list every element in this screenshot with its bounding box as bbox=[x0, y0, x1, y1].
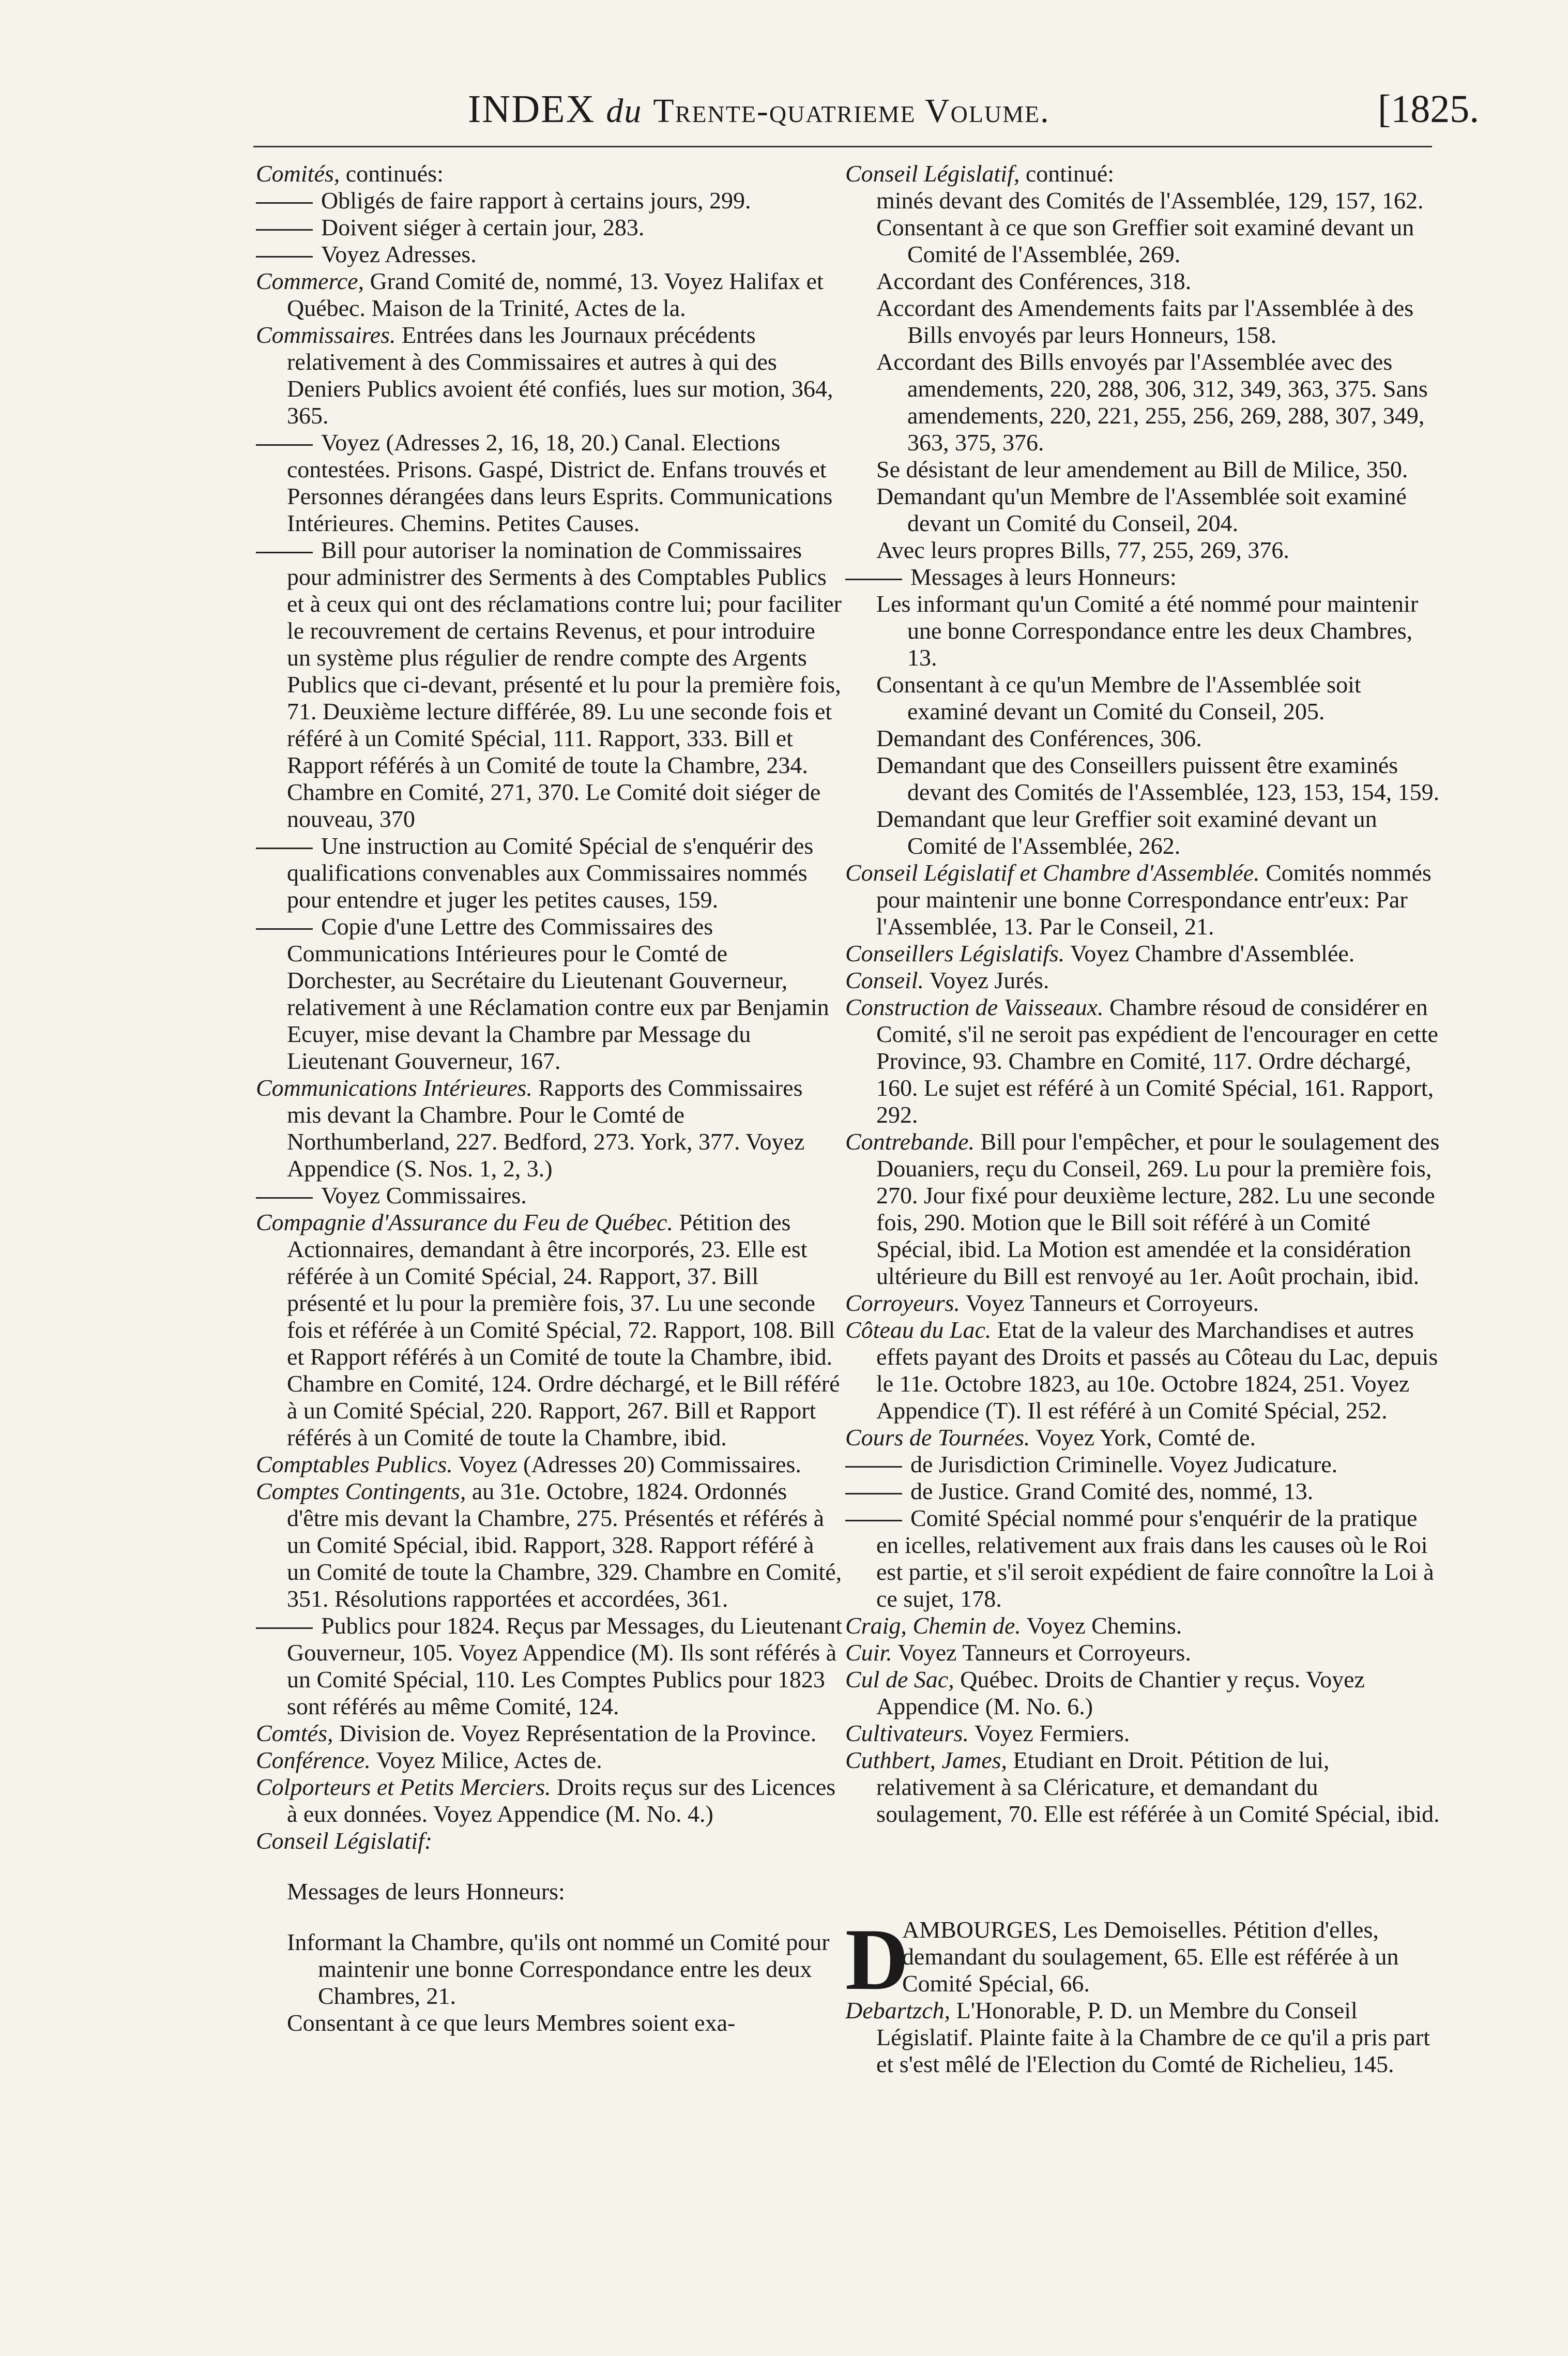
index-entry bbox=[256, 268, 843, 322]
index-subentry bbox=[845, 268, 1442, 295]
entry-heading: Conseil Législatif: bbox=[256, 1828, 433, 1854]
index-subentry bbox=[845, 295, 1442, 349]
entry-heading: Debartzch, bbox=[845, 1997, 951, 2023]
index-entry bbox=[256, 1451, 843, 1478]
index-subentry bbox=[256, 2010, 843, 2036]
index-subentry bbox=[845, 591, 1442, 671]
index-entry bbox=[845, 1720, 1442, 1747]
entry-heading: Conseil Législatif, bbox=[845, 160, 1020, 187]
entry-text: Entrées dans les Journaux précédents relativement à des Commissaires et autres à qui des Deniers Publics avoient été confiés, lues sur motion, 364, 365. bbox=[287, 322, 833, 429]
index-continuation-entry bbox=[845, 1478, 1442, 1505]
ditto-dash bbox=[256, 202, 313, 204]
index-continuation-entry bbox=[256, 537, 843, 833]
entry-text: Rapports des Commissaires mis devant la Chambre. Pour le Comté de Northumberland, 227. Bedford, 273. York, 377. Voyez Appendice (S. Nos. 1, 2, 3.) bbox=[287, 1075, 805, 1182]
index-subentry bbox=[845, 537, 1442, 564]
index-continuation-entry bbox=[256, 214, 843, 241]
index-subentry bbox=[256, 1929, 843, 2010]
entry-heading: Contrebande. bbox=[845, 1128, 975, 1155]
subentry-text: Accordant des Conférences, 318. bbox=[876, 268, 1192, 294]
ditto-dash bbox=[845, 1493, 902, 1494]
entry-text: Voyez (Adresses 2, 16, 18, 20.) Canal. Elections contestées. Prisons. Gaspé, District de. Enfans trouvés et Personnes dérangées dans leurs Esprits. Communications Intérieures. Chemins. Petites Causes. bbox=[287, 429, 833, 536]
entry-heading: Commerce, bbox=[256, 268, 364, 294]
title-du: du bbox=[606, 92, 643, 130]
subentry-text: minés devant des Comités de l'Assemblée, 129, 157, 162. bbox=[876, 187, 1424, 214]
entry-text: Voyez Fermiers. bbox=[968, 1720, 1130, 1746]
index-entry bbox=[845, 940, 1442, 967]
index-entry bbox=[845, 1639, 1442, 1666]
index-subheading bbox=[256, 1878, 843, 1905]
subentry-text: Demandant que leur Greffier soit examiné devant un Comité de l'Assemblée, 262. bbox=[876, 806, 1377, 859]
index-subentry bbox=[845, 725, 1442, 752]
drop-cap-letter: D bbox=[845, 1911, 909, 2008]
section-spacer bbox=[845, 1851, 1442, 1893]
index-continuation-entry bbox=[256, 833, 843, 913]
index-entry bbox=[845, 1612, 1442, 1639]
index-subentry bbox=[845, 671, 1442, 725]
right-column bbox=[845, 160, 1442, 2078]
entry-text: Voyez Chemins. bbox=[1021, 1612, 1182, 1639]
entry-text: continué: bbox=[1019, 160, 1115, 187]
entry-heading: AMBOURGES, bbox=[902, 1916, 1058, 1943]
entry-text: Messages à leurs Honneurs: bbox=[910, 564, 1177, 590]
title-volume: Trente-quatrieme Volume. bbox=[653, 92, 1050, 130]
entry-text: Québec. Droits de Chantier y reçus. Voyez Appendice (M. No. 6.) bbox=[876, 1666, 1365, 1719]
index-subentry bbox=[845, 349, 1442, 456]
entry-text: Voyez Adresses. bbox=[321, 241, 477, 267]
subentry-text: Les informant qu'un Comité a été nommé pour maintenir une bonne Correspondance entre les deux Chambres, 13. bbox=[876, 591, 1419, 671]
index-entry bbox=[845, 1128, 1442, 1290]
entry-text: Doivent siéger à certain jour, 283. bbox=[321, 214, 645, 240]
entry-text: Voyez York, Comté de. bbox=[1030, 1424, 1256, 1451]
ditto-dash bbox=[256, 229, 313, 231]
entry-text: Chambre résoud de considérer en Comité, s'il ne seroit pas expédient de l'encourager en cette Province, 93. Chambre en Comité, 117. Ordre déchargé, 160. Le sujet est référé à un Comité Spécial, 161. Rapport, 292. bbox=[876, 994, 1438, 1128]
subentry-text: Demandant qu'un Membre de l'Assemblée soit examiné devant un Comité du Conseil, 204. bbox=[876, 483, 1407, 536]
index-continuation-entry bbox=[256, 241, 843, 268]
index-entry bbox=[256, 1720, 843, 1747]
subentry-text: Consentant à ce que leurs Membres soient exa- bbox=[287, 2010, 736, 2036]
title-index: INDEX bbox=[468, 87, 596, 131]
entry-heading: Conseillers Législatifs. bbox=[845, 940, 1065, 966]
header-rule bbox=[253, 146, 1432, 147]
page-year: [1825. bbox=[1378, 87, 1480, 131]
entry-heading: Côteau du Lac. bbox=[845, 1317, 992, 1343]
entry-text: Bill pour autoriser la nomination de Commissaires pour administrer des Serments à des Comptables Publics et à ceux qui ont des réclamations contre lui; pour faciliter le recouvrement de certains Revenus, et pour introduire un système plus régulier de rendre compte des Argents Publics que ci-devant, présenté et lu pour la première fois, 71. Deuxième lecture différée, 89. Lu une seconde fois et référé à un Comité Spécial, 111. Rapport, 333. Bill et Rapport référés à un Comité de toute la Chambre, 234. Chambre en Comité, 271, 370. Le Comité doit siéger de nouveau, 370 bbox=[287, 537, 842, 832]
ditto-dash bbox=[845, 1520, 902, 1521]
entry-text: Comité Spécial nommé pour s'enquérir de la pratique en icelles, relativement aux frais dans les causes où le Roi est partie, et s'il seroit expédient de faire connoître la Loi à ce sujet, 178. bbox=[876, 1505, 1434, 1612]
entry-heading: Conférence. bbox=[256, 1747, 371, 1773]
entry-heading: Cul de Sac, bbox=[845, 1666, 954, 1693]
entry-text: Voyez Jurés. bbox=[924, 967, 1049, 993]
entry-text: Etat de la valeur des Marchandises et autres effets payant des Droits et passés au Côteau du Lac, depuis le 11e. Octobre 1823, au 10e. Octobre 1824, 251. Voyez Appendice (T). Il est référé à un Comité Spécial, 252. bbox=[876, 1317, 1438, 1424]
index-continuation-entry bbox=[845, 1451, 1442, 1478]
entry-text: Publics pour 1824. Reçus par Messages, du Lieutenant Gouverneur, 105. Voyez Appendice (M). Ils sont référés à un Comité Spécial, 110. Les Comptes Publics pour 1823 sont référés au même Comité, 124. bbox=[287, 1612, 842, 1719]
index-subentry bbox=[845, 806, 1442, 859]
subentry-text: Avec leurs propres Bills, 77, 255, 269, 376. bbox=[876, 537, 1289, 563]
entry-heading: Comptes Contingents, bbox=[256, 1478, 466, 1504]
entry-heading: Comités, bbox=[256, 160, 340, 187]
index-entry bbox=[256, 1828, 843, 1854]
entry-heading: Construction de Vaisseaux. bbox=[845, 994, 1104, 1020]
entry-text: Voyez (Adresses 20) Commissaires. bbox=[452, 1451, 801, 1477]
entry-text: Une instruction au Comité Spécial de s'enquérir des qualifications convenables aux Commissaires nommés pour entendre et juger les petites causes, 159. bbox=[287, 833, 814, 913]
index-entry bbox=[845, 160, 1442, 187]
subentry-text: Consentant à ce que son Greffier soit examiné devant un Comité de l'Assemblée, 269. bbox=[876, 214, 1414, 267]
index-entry bbox=[256, 1075, 843, 1182]
entry-heading: Commissaires. bbox=[256, 322, 396, 348]
entry-heading: Compagnie d'Assurance du Feu de Québec. bbox=[256, 1209, 673, 1235]
index-subentry bbox=[845, 752, 1442, 806]
entry-heading: Colporteurs et Petits Merciers. bbox=[256, 1774, 551, 1800]
index-entry bbox=[256, 1774, 843, 1828]
index-continuation-entry bbox=[256, 429, 843, 537]
index-entry bbox=[845, 994, 1442, 1128]
entry-text: Les Demoiselles. Pétition d'elles, demandant du soulagement, 65. Elle est référée à un Comité Spécial, 66. bbox=[902, 1916, 1399, 1997]
entry-text: Copie d'une Lettre des Commissaires des Communications Intérieures pour le Comté de Dorchester, au Secrétaire du Lieutenant Gouverneur, relativement à une Réclamation contre eux par Benjamin Ecuyer, mise devant la Chambre par Message du Lieutenant Gouverneur, 167. bbox=[287, 913, 829, 1074]
subentry-text: Consentant à ce qu'un Membre de l'Assemblée soit examiné devant un Comité du Conseil, 205. bbox=[876, 671, 1361, 724]
entry-heading: Cours de Tournées. bbox=[845, 1424, 1030, 1451]
index-continuation-entry bbox=[845, 564, 1442, 591]
entry-heading: Cuir. bbox=[845, 1639, 892, 1666]
entry-text: Voyez Commissaires. bbox=[321, 1182, 527, 1209]
ditto-dash bbox=[256, 444, 313, 446]
index-entry bbox=[256, 160, 843, 187]
subheading-text: Messages de leurs Honneurs: bbox=[287, 1878, 565, 1905]
subentry-text: Accordant des Amendements faits par l'Assemblée à des Bills envoyés par leurs Honneurs, 158. bbox=[876, 295, 1414, 348]
ditto-dash bbox=[256, 1197, 313, 1199]
index-subentry bbox=[845, 214, 1442, 268]
ditto-dash bbox=[256, 552, 313, 553]
index-entry bbox=[845, 859, 1442, 940]
entry-text: Comités nommés pour maintenir une bonne Correspondance entr'eux: Par l'Assemblée, 13. Par le Conseil, 21. bbox=[876, 859, 1432, 940]
entry-text: Division de. Voyez Représentation de la Province. bbox=[333, 1720, 817, 1746]
subentry-text: Informant la Chambre, qu'ils ont nommé un Comité pour maintenir une bonne Correspondance entre les deux Chambres, 21. bbox=[287, 1929, 830, 2009]
index-entry bbox=[845, 1911, 1442, 2008]
running-title bbox=[468, 87, 1050, 132]
index-entry bbox=[845, 1997, 1442, 2078]
entry-text: continués: bbox=[340, 160, 444, 187]
entry-text: Voyez Chambre d'Assemblée. bbox=[1064, 940, 1355, 966]
entry-heading: Conseil. bbox=[845, 967, 924, 993]
subentry-text: Accordant des Bills envoyés par l'Assemblée avec des amendements, 220, 288, 306, 312, 349, 363, 375. Sans amendements, 220, 221, 255, 256, 269, 288, 307, 349, 363, 375, 376. bbox=[876, 349, 1428, 456]
ditto-dash bbox=[256, 928, 313, 930]
index-continuation-entry bbox=[256, 187, 843, 214]
subentry-text: Demandant que des Conseillers puissent être examinés devant des Comités de l'Assemblée, 123, 153, 154, 159. bbox=[876, 752, 1440, 805]
entry-text: Bill pour l'empêcher, et pour le soulagement des Douaniers, reçu du Conseil, 269. Lu pour la première fois, 270. Jour fixé pour deuxième lecture, 282. Lu une seconde fois, 290. Motion que le Bill soit référé à un Comité Spécial, ibid. La Motion est amendée et la considération ultérieure du Bill est renvoyé au 1er. Août prochain, ibid. bbox=[876, 1128, 1440, 1289]
entry-text: Voyez Tanneurs et Corroyeurs. bbox=[960, 1290, 1259, 1316]
entry-text: Pétition des Actionnaires, demandant à être incorporés, 23. Elle est référée à un Comité Spécial, 24. Rapport, 37. Bill présenté et lu pour la première fois, 37. Lu une seconde fois et référée à un Comité Spécial, 72. Rapport, 108. Bill et Rapport référés à un Comité de toute la Chambre, ibid. Chambre en Comité, 124. Ordre déchargé, et le Bill référé à un Comité Spécial, 220. Rapport, 267. Bill et Rapport référés à un Comité de toute la Chambre, ibid. bbox=[287, 1209, 840, 1451]
left-column bbox=[256, 160, 843, 2036]
subentry-text: Demandant des Conférences, 306. bbox=[876, 725, 1202, 751]
index-entry bbox=[256, 322, 843, 429]
entry-text: Droits reçus sur des Licences à eux données. Voyez Appendice (M. No. 4.) bbox=[287, 1774, 836, 1827]
index-entry bbox=[845, 1290, 1442, 1317]
index-entry bbox=[256, 1209, 843, 1451]
entry-heading: Conseil Législatif et Chambre d'Assemblée. bbox=[845, 859, 1260, 886]
entry-heading: Craig, Chemin de. bbox=[845, 1612, 1021, 1639]
entry-heading: Cuthbert, James, bbox=[845, 1747, 1008, 1773]
ditto-dash bbox=[256, 256, 313, 258]
entry-text: de Jurisdiction Criminelle. Voyez Judicature. bbox=[910, 1451, 1338, 1477]
entry-heading: Comtés, bbox=[256, 1720, 333, 1746]
index-subentry bbox=[845, 483, 1442, 537]
index-entry bbox=[845, 1666, 1442, 1720]
index-continuation-entry bbox=[256, 1182, 843, 1209]
entry-heading: Cultivateurs. bbox=[845, 1720, 969, 1746]
index-entry bbox=[845, 1424, 1442, 1451]
subentry-text: Se désistant de leur amendement au Bill de Milice, 350. bbox=[876, 456, 1408, 482]
index-continuation-entry bbox=[256, 1612, 843, 1720]
entry-text: au 31e. Octobre, 1824. Ordonnés d'être mis devant la Chambre, 275. Présentés et référés à un Comité Spécial, ibid. Rapport, 328. Rapport référé à un Comité de toute la Chambre, 329. Chambre en Comité, 351. Résolutions rapportées et accordées, 361. bbox=[287, 1478, 842, 1612]
index-subentry bbox=[845, 187, 1442, 214]
index-entry bbox=[845, 1747, 1442, 1828]
page-header bbox=[0, 87, 1568, 149]
entry-heading: Comptables Publics. bbox=[256, 1451, 453, 1477]
entry-text: Grand Comité de, nommé, 13. Voyez Halifax et Québec. Maison de la Trinité, Actes de la. bbox=[287, 268, 824, 321]
entry-text: Obligés de faire rapport à certains jours, 299. bbox=[321, 187, 751, 214]
index-entry bbox=[256, 1747, 843, 1774]
index-entry bbox=[256, 1478, 843, 1612]
entry-text: Etudiant en Droit. Pétition de lui, relativement à sa Cléricature, et demandant du soulagement, 70. Elle est référée à un Comité Spécial, ibid. bbox=[876, 1747, 1440, 1827]
index-entry bbox=[845, 967, 1442, 994]
entry-text: L'Honorable, P. D. un Membre du Conseil Législatif. Plainte faite à la Chambre de ce qu'il a pris part et s'est mêlé de l'Election du Comté de Richelieu, 145. bbox=[876, 1997, 1430, 2077]
entry-heading: Communications Intérieures. bbox=[256, 1075, 532, 1101]
index-continuation-entry bbox=[256, 913, 843, 1075]
ditto-dash bbox=[256, 1627, 313, 1629]
entry-text: Voyez Tanneurs et Corroyeurs. bbox=[892, 1639, 1191, 1666]
entry-text: Voyez Milice, Actes de. bbox=[370, 1747, 602, 1773]
index-subentry bbox=[845, 456, 1442, 483]
ditto-dash bbox=[845, 579, 902, 580]
entry-text: de Justice. Grand Comité des, nommé, 13. bbox=[910, 1478, 1314, 1504]
entry-heading: Corroyeurs. bbox=[845, 1290, 960, 1316]
ditto-dash bbox=[845, 1466, 902, 1468]
ditto-dash bbox=[256, 848, 313, 849]
index-entry bbox=[845, 1317, 1442, 1424]
index-continuation-entry bbox=[845, 1505, 1442, 1612]
